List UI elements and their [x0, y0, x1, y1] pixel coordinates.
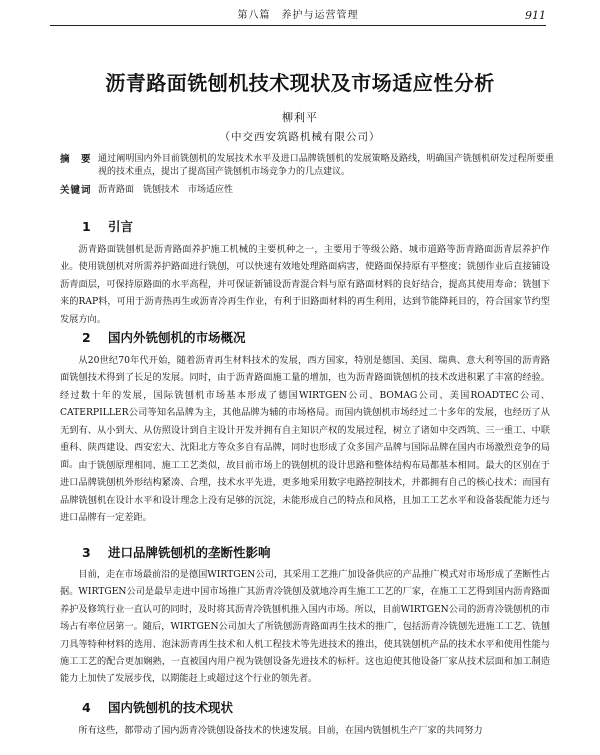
page-number: 911 [525, 9, 546, 22]
paper-title: 沥青路面铣刨机技术现状及市场适应性分析 [105, 71, 495, 95]
author-affiliation: （中交西安筑路机械有限公司） [219, 131, 381, 143]
author-name: 柳利平 [282, 111, 318, 124]
section-heading-3 [82, 545, 271, 561]
keywords-text: 沥青路面 铣刨技术 市场适应性 [98, 185, 234, 195]
section-heading-2 [82, 330, 246, 346]
abstract [60, 153, 554, 179]
running-header [50, 8, 546, 26]
abstract-text: 通过阐明国内外目前铣刨机的发展技术水平及进口品牌铣刨机的发展策略及路线，明确国产铣刨机研发过程所要重视的技术重点，提出了提高国产铣刨机市场竞争力的几点建议。 [98, 154, 554, 177]
paragraph: 沥青路面铣刨机是沥青路面养护施工机械的主要机种之一，主要用于等级公路、城市道路等沥青路面沥青层养护作业。使用铣刨机对所需养护路面进行铣刨，可以快速有效地处理路面病害，使路面保持原有平整度；铣刨作业后直接铺设沥青面层，可保持原路面的水平高程，并可保证新铺设沥青混合料与原有路面材料的良好结合，提高其使用寿命；铣刨下来的RAP料，可用于沥青热再生或沥青冷再生作业，有利于旧路面材料的再生利用，达到节能降耗目的，符合国家节约型发展方向。 [60, 244, 550, 325]
section-title: 国内外铣刨机的市场概况 [108, 330, 246, 345]
paragraph: 从20世纪70年代开始，随着沥青再生材料技术的发展，西方国家，特别是德国、美国、瑞典、意大利等国的沥青路面铣刨技术得到了长足的发展。同时，由于沥青路面施工量的增加，也为沥青路面铣刨机的技术改进积累了丰富的经验。经过数十年的发展，国际铣刨机市场基本形成了德国WIRTGEN公司、BOMAG公司、美国ROADTEC公司、CATERPILLER公司等知名品牌为主，其他品牌为辅的市场格局。而国内铣刨机市场经过二十多年的发展，也经历了从无到有、从小到大、从仿照设计到自主设计开发并拥有自主知识产权的发展过程，树立了诸如中交西筑、三一重工、中联重科、陕西建设、西安宏大、沈阳北方等众多自有品牌，同时也形成了众多国产品牌与国际品牌在国内市场激烈竞争的局面。 [60, 355, 550, 471]
section-number: 4 [82, 700, 91, 715]
chapter-title: 第八篇 养护与运营管理 [237, 10, 359, 21]
abstract-label: 摘 要 [60, 154, 92, 165]
section-heading-4 [82, 700, 233, 716]
section-title: 进口品牌铣刨机的垄断性影响 [108, 545, 271, 560]
keywords [60, 184, 554, 197]
section-number: 2 [82, 330, 91, 345]
paragraph: 由于铣刨原理相同、施工工艺类似，故目前市场上的铣刨机的设计思路和整体结构布局都基本相同。最大的区别在于进口品牌铣刨机外形结构紧凑、合理，技术水平先进，更多地采用数字电路控制技术，并都拥有自己的核心技术；而国有品牌铣刨机在设计水平和设计理念上没有足够的沉淀，未能形成自己的特点和风格，且加工工艺水平和设备装配能力还与进口品牌有一定差距。 [60, 460, 550, 524]
section-title: 引言 [108, 219, 134, 234]
paragraph: 所有这些，都带动了国内沥青冷铣刨设备技术的快速发展。目前，在国内铣刨机生产厂家的共同努力 [78, 725, 483, 736]
keywords-label: 关键词 [60, 185, 92, 196]
paragraph: 目前，走在市场最前沿的是德国WIRTGEN公司，其采用工艺推广加设备供应的产品推广模式对市场形成了垄断性占据。WIRTGEN公司是最早走进中国市场推广其沥青冷铣刨及就地冷再生施工工艺的厂家，在施工工艺得到国内沥青路面养护及修筑行业一直认可的同时，及时将其沥青冷铣刨机推入国内市场。所以，目前WIRTGEN公司的沥青冷铣刨机的市场占有率位居第一。随后，WIRTGEN公司加大了所铣刨沥青路面再生技术的推广，包括沥青冷铣刨先进施工工艺、铣刨刀具等特种材料的选用、泡沫沥青再生技术和人机工程技术等先进技术的推出，使其铣刨机产品的技术水平和使用性能与施工工艺的配合更加娴熟，一直被国内用户视为铣刨设备先进技术的标杆。这也迫使其他设备厂家从技术层面和加工制造能力上加快了发展步伐，以期能赶上或超过这个行业的领先者。 [60, 569, 550, 685]
section-title: 国内铣刨机的技术现状 [108, 700, 234, 715]
section-number: 3 [82, 545, 91, 560]
section-heading-1 [82, 219, 133, 235]
section-number: 1 [82, 219, 91, 234]
